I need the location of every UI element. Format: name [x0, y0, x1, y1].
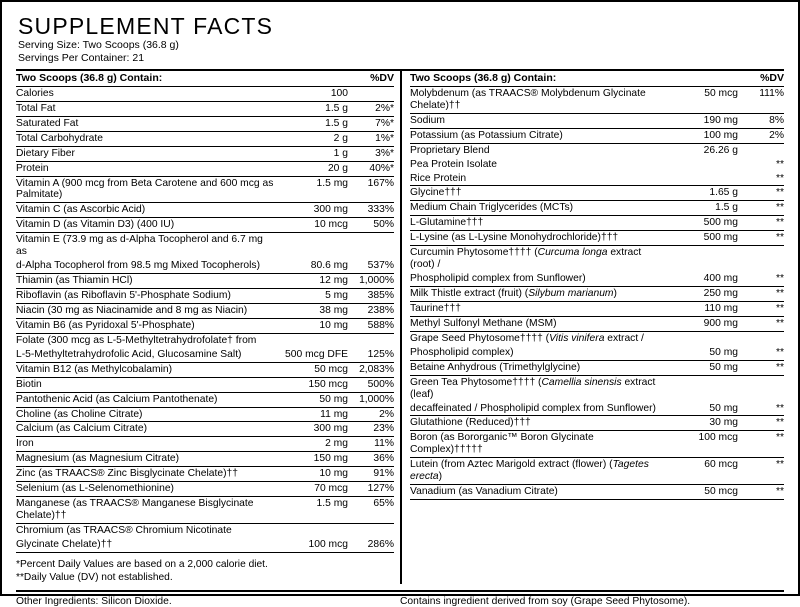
facts-columns	[16, 71, 784, 585]
nutrient-name: Total Fat	[16, 101, 274, 116]
nutrient-name: Boron (as Bororganic™ Boron Glycinate Complex)†††††	[410, 431, 664, 458]
nutrient-daily-value: 40%*	[348, 161, 394, 176]
nutrient-daily-value: 286%	[348, 538, 394, 552]
nutrient-daily-value: 125%	[348, 348, 394, 362]
nutrient-daily-value: **	[738, 402, 784, 416]
nutrient-daily-value: **	[738, 346, 784, 360]
nutrient-amount: 80.6 mg	[274, 259, 348, 273]
table-row	[410, 331, 784, 345]
nutrient-daily-value: 36%	[348, 452, 394, 467]
table-row	[16, 116, 394, 131]
table-row	[16, 233, 394, 259]
nutrient-daily-value: **	[738, 458, 784, 485]
nutrient-daily-value: 2%*	[348, 101, 394, 116]
nutrient-daily-value: 8%	[738, 113, 784, 128]
nutrient-amount: 150 mcg	[274, 377, 348, 392]
nutrient-name: Folate (300 mcg as L-5-Methyltetrahydrofolate† from	[16, 334, 257, 346]
nutrient-amount: 500 mg	[664, 231, 738, 246]
footnote-2: **Daily Value (DV) not established.	[16, 572, 173, 584]
nutrient-daily-value: **	[738, 216, 784, 231]
nutrient-amount: 10 mcg	[274, 218, 348, 233]
left-column	[16, 71, 400, 585]
nutrient-daily-value: 1,000%	[348, 274, 394, 289]
table-row	[16, 146, 394, 161]
nutrient-daily-value: **	[738, 431, 784, 458]
table-row	[16, 101, 394, 116]
table-row	[16, 259, 394, 273]
table-row	[16, 538, 394, 552]
nutrient-daily-value: 65%	[348, 497, 394, 524]
nutrient-name: Biotin	[16, 377, 274, 392]
table-row	[410, 287, 784, 302]
nutrient-name: Betaine Anhydrous (Trimethylglycine)	[410, 360, 664, 375]
nutrient-amount: 250 mg	[664, 287, 738, 302]
table-row	[16, 289, 394, 304]
nutrient-daily-value	[348, 524, 394, 538]
table-row	[410, 346, 784, 360]
table-row	[16, 203, 394, 218]
nutrient-daily-value: 1,000%	[348, 392, 394, 407]
nutrient-amount: 300 mg	[274, 422, 348, 437]
nutrient-amount: 500 mg	[664, 216, 738, 231]
table-row	[410, 458, 784, 485]
nutrient-name: Manganese (as TRAACS® Manganese Bisglycinate Chelate)††	[16, 497, 274, 524]
table-row	[16, 377, 394, 392]
nutrient-amount: 50 mg	[274, 392, 348, 407]
nutrient-name: Phospholipid complex from Sunflower)	[410, 272, 664, 286]
nutrient-daily-value: 3%*	[348, 146, 394, 161]
table-row	[410, 246, 784, 272]
nutrient-amount: 26.26 g	[703, 144, 738, 156]
nutrient-amount: 100	[274, 86, 348, 101]
nutrient-amount: 500 mcg DFE	[274, 348, 348, 362]
nutrient-name: L-5-Methyltetrahydrofolic Acid, Glucosamine Salt)	[16, 348, 274, 362]
servings-per-container: Servings Per Container: 21	[18, 51, 145, 64]
nutrient-amount: 150 mg	[274, 452, 348, 467]
nutrient-amount: 20 g	[274, 161, 348, 176]
nutrient-name: Potassium (as Potassium Citrate)	[410, 128, 664, 143]
left-nutrient-table	[16, 71, 394, 553]
table-row	[16, 318, 394, 333]
table-row	[16, 348, 394, 362]
nutrient-daily-value: **	[738, 287, 784, 302]
nutrient-amount: 100 mcg	[664, 431, 738, 458]
left-header-name: Two Scoops (36.8 g) Contain:	[16, 71, 274, 87]
nutrient-name: Glutathione (Reduced)†††	[410, 416, 664, 431]
nutrient-daily-value: **	[775, 158, 784, 170]
nutrient-name: Glycinate Chelate)††	[16, 538, 274, 552]
table-row	[410, 272, 784, 286]
footnotes	[16, 558, 394, 585]
table-row	[410, 485, 784, 500]
table-row	[410, 375, 784, 401]
nutrient-name: Vitamin B6 (as Pyridoxal 5'-Phosphate)	[16, 318, 274, 333]
nutrient-amount: 1.5 g	[274, 116, 348, 131]
left-table-header	[16, 71, 394, 87]
table-row	[410, 402, 784, 416]
nutrient-name: Methyl Sulfonyl Methane (MSM)	[410, 316, 664, 331]
right-table-body	[410, 86, 784, 499]
nutrient-amount	[274, 333, 348, 347]
nutrient-daily-value: 333%	[348, 203, 394, 218]
nutrient-daily-value	[738, 143, 784, 157]
right-header-name: Two Scoops (36.8 g) Contain:	[410, 71, 664, 87]
nutrient-daily-value: 385%	[348, 289, 394, 304]
nutrient-daily-value: **	[738, 186, 784, 201]
nutrient-daily-value: **	[738, 272, 784, 286]
nutrient-amount: 2 g	[274, 131, 348, 146]
nutrient-amount	[274, 524, 348, 538]
nutrient-amount: 10 mg	[274, 467, 348, 482]
nutrient-daily-value: 238%	[348, 303, 394, 318]
table-row	[410, 216, 784, 231]
nutrient-daily-value: **	[738, 360, 784, 375]
table-row	[16, 482, 394, 497]
nutrient-amount: 1.5 mg	[274, 497, 348, 524]
nutrient-daily-value	[738, 246, 784, 272]
table-row	[410, 360, 784, 375]
nutrient-daily-value: **	[738, 316, 784, 331]
nutrient-amount: 400 mg	[664, 272, 738, 286]
bottom-info	[16, 592, 784, 607]
table-row	[16, 303, 394, 318]
table-row	[16, 274, 394, 289]
nutrient-name: Chromium (as TRAACS® Chromium Nicotinate	[16, 525, 232, 537]
nutrient-daily-value: 2%	[738, 128, 784, 143]
nutrient-name: Glycine†††	[410, 186, 664, 201]
table-row	[16, 161, 394, 176]
nutrient-name: Grape Seed Phytosome†††† (Vitis vinifera extract /	[410, 332, 644, 344]
table-row	[410, 113, 784, 128]
serving-size: Serving Size: Two Scoops (36.8 g)	[18, 39, 179, 52]
nutrient-amount: 38 mg	[274, 303, 348, 318]
page-title: SUPPLEMENT FACTS	[18, 13, 274, 39]
nutrient-name: Vitamin B12 (as Methylcobalamin)	[16, 362, 274, 377]
nutrient-amount: 10 mg	[274, 318, 348, 333]
nutrient-name: Iron	[16, 437, 274, 452]
nutrient-amount: 1.65 g	[664, 186, 738, 201]
nutrient-daily-value: **	[738, 172, 784, 186]
nutrient-name: L-Glutamine†††	[410, 216, 664, 231]
nutrient-daily-value: 2%	[348, 407, 394, 422]
footnote-1: *Percent Daily Values are based on a 2,000 calorie diet.	[16, 558, 268, 570]
table-row	[16, 392, 394, 407]
nutrient-amount: 5 mg	[274, 289, 348, 304]
nutrient-name: Choline (as Choline Citrate)	[16, 407, 274, 422]
table-row	[410, 301, 784, 316]
nutrient-daily-value: 7%*	[348, 116, 394, 131]
nutrient-daily-value	[348, 233, 394, 259]
nutrient-name: Zinc (as TRAACS® Zinc Bisglycinate Chelate)††	[16, 467, 274, 482]
nutrient-amount: 1.5 g	[664, 201, 738, 216]
nutrient-name: Calcium (as Calcium Citrate)	[16, 422, 274, 437]
nutrient-daily-value: 1%*	[348, 131, 394, 146]
table-row	[16, 524, 394, 538]
nutrient-name: Thiamin (as Thiamin HCl)	[16, 274, 274, 289]
nutrient-daily-value: **	[738, 201, 784, 216]
nutrient-daily-value	[738, 331, 784, 345]
nutrient-amount: 190 mg	[664, 113, 738, 128]
nutrient-name: Dietary Fiber	[16, 146, 274, 161]
nutrient-daily-value: 588%	[348, 318, 394, 333]
nutrient-daily-value: 23%	[348, 422, 394, 437]
table-row	[410, 172, 784, 186]
table-row	[410, 158, 784, 172]
right-table-header	[410, 71, 784, 87]
nutrient-amount: 50 mg	[664, 360, 738, 375]
nutrient-daily-value: **	[738, 485, 784, 500]
nutrient-daily-value: 167%	[348, 176, 394, 203]
nutrient-amount: 100 mcg	[274, 538, 348, 552]
table-row	[410, 231, 784, 246]
nutrient-amount: 12 mg	[274, 274, 348, 289]
table-row	[16, 176, 394, 203]
table-row	[410, 316, 784, 331]
nutrient-name: Curcumin Phytosome†††† (Curcuma longa extract (root) /	[410, 247, 642, 271]
nutrient-name: Vitamin A (900 mcg from Beta Carotene and 600 mcg as Palmitate)	[16, 176, 274, 203]
nutrient-name: Vitamin E (73.9 mg as d-Alpha Tocopherol and 6.7 mg as	[16, 234, 263, 258]
nutrient-name: Calories	[16, 86, 274, 101]
table-row	[16, 422, 394, 437]
table-row	[410, 201, 784, 216]
left-header-amount	[274, 71, 348, 87]
nutrient-amount: 1 g	[274, 146, 348, 161]
nutrient-name: Milk Thistle extract (fruit) (Silybum marianum)	[410, 287, 664, 302]
nutrient-amount: 50 mcg	[664, 86, 738, 113]
table-row	[410, 128, 784, 143]
table-row	[16, 86, 394, 101]
nutrient-amount: 50 mg	[664, 346, 738, 360]
nutrient-amount: 11 mg	[274, 407, 348, 422]
table-row	[410, 143, 784, 157]
nutrient-name: Riboflavin (as Riboflavin 5'-Phosphate Sodium)	[16, 289, 274, 304]
nutrient-name: Vitamin C (as Ascorbic Acid)	[16, 203, 274, 218]
nutrient-name: Vitamin D (as Vitamin D3) (400 IU)	[16, 218, 274, 233]
nutrient-amount	[664, 331, 738, 345]
nutrient-name: Proprietary Blend	[410, 144, 490, 156]
nutrient-daily-value: **	[738, 231, 784, 246]
right-nutrient-table	[410, 71, 784, 500]
nutrient-amount	[664, 158, 738, 172]
nutrient-daily-value: 127%	[348, 482, 394, 497]
nutrient-amount: 2 mg	[274, 437, 348, 452]
nutrient-amount: 50 mcg	[664, 485, 738, 500]
nutrient-name: Magnesium (as Magnesium Citrate)	[16, 452, 274, 467]
table-row	[16, 407, 394, 422]
right-header-amount	[664, 71, 738, 87]
nutrient-amount: 50 mg	[664, 402, 738, 416]
nutrient-amount: 1.5 mg	[274, 176, 348, 203]
nutrient-name: Molybdenum (as TRAACS® Molybdenum Glycinate Chelate)††	[410, 86, 664, 113]
left-table-body	[16, 86, 394, 552]
left-header-dv: %DV	[348, 71, 394, 87]
table-row	[16, 467, 394, 482]
nutrient-amount	[274, 233, 348, 259]
table-row	[410, 416, 784, 431]
nutrient-daily-value: 2,083%	[348, 362, 394, 377]
nutrient-name: Selenium (as L-Selenomethionine)	[16, 482, 274, 497]
nutrient-daily-value: 91%	[348, 467, 394, 482]
table-row	[16, 362, 394, 377]
nutrient-amount: 30 mg	[664, 416, 738, 431]
nutrient-name: Rice Protein	[410, 172, 664, 186]
nutrient-daily-value: **	[738, 301, 784, 316]
nutrient-daily-value: 50%	[348, 218, 394, 233]
table-row	[16, 333, 394, 347]
nutrient-name: Medium Chain Triglycerides (MCTs)	[410, 201, 664, 216]
nutrient-name: L-Lysine (as L-Lysine Monohydrochloride)†††	[410, 231, 664, 246]
nutrient-amount	[664, 375, 738, 401]
nutrient-name: Protein	[16, 161, 274, 176]
nutrient-amount: 70 mcg	[274, 482, 348, 497]
right-header-dv: %DV	[738, 71, 784, 87]
nutrient-name: Sodium	[410, 113, 664, 128]
nutrient-amount: 300 mg	[274, 203, 348, 218]
nutrient-daily-value: 500%	[348, 377, 394, 392]
nutrient-name: Niacin (30 mg as Niacinamide and 8 mg as Niacin)	[16, 303, 274, 318]
other-ingredients: Other Ingredients: Silicon Dioxide.	[16, 596, 172, 607]
nutrient-name: Green Tea Phytosome†††† (Camellia sinensis extract (leaf)	[410, 376, 656, 400]
nutrient-name: Lutein (from Aztec Marigold extract (flower) (Tagetes erecta)	[410, 458, 664, 485]
nutrient-amount: 60 mcg	[664, 458, 738, 485]
nutrient-name: Saturated Fat	[16, 116, 274, 131]
table-row	[16, 131, 394, 146]
nutrient-name: Phospholipid complex)	[410, 346, 664, 360]
nutrient-daily-value: 537%	[348, 259, 394, 273]
nutrient-daily-value	[738, 375, 784, 401]
nutrient-daily-value: 111%	[738, 86, 784, 113]
nutrient-daily-value: **	[738, 416, 784, 431]
table-row	[410, 86, 784, 113]
nutrient-amount: 110 mg	[664, 301, 738, 316]
nutrient-name: decaffeinated / Phospholipid complex from Sunflower)	[410, 402, 664, 416]
nutrient-amount: 50 mcg	[274, 362, 348, 377]
nutrient-name: Total Carbohydrate	[16, 131, 274, 146]
table-row	[16, 437, 394, 452]
nutrient-amount: 1.5 g	[274, 101, 348, 116]
nutrient-name: Vanadium (as Vanadium Citrate)	[410, 485, 664, 500]
table-row	[410, 186, 784, 201]
allergen-statement: Contains ingredient derived from soy (Grape Seed Phytosome).	[400, 596, 691, 607]
nutrient-name: Pea Protein Isolate	[410, 158, 498, 170]
nutrient-amount	[664, 246, 738, 272]
nutrient-name: Pantothenic Acid (as Calcium Pantothenate)	[16, 392, 274, 407]
right-column	[400, 71, 784, 585]
nutrient-daily-value	[348, 333, 394, 347]
nutrient-amount: 900 mg	[664, 316, 738, 331]
table-row	[16, 497, 394, 524]
table-row	[16, 218, 394, 233]
nutrient-daily-value: 11%	[348, 437, 394, 452]
nutrient-name: d-Alpha Tocopherol from 98.5 mg Mixed Tocopherols)	[16, 259, 274, 273]
nutrient-name: Taurine†††	[410, 301, 664, 316]
nutrient-amount	[664, 172, 738, 186]
nutrient-daily-value	[348, 86, 394, 101]
table-row	[16, 452, 394, 467]
nutrient-amount: 100 mg	[664, 128, 738, 143]
table-row	[410, 431, 784, 458]
